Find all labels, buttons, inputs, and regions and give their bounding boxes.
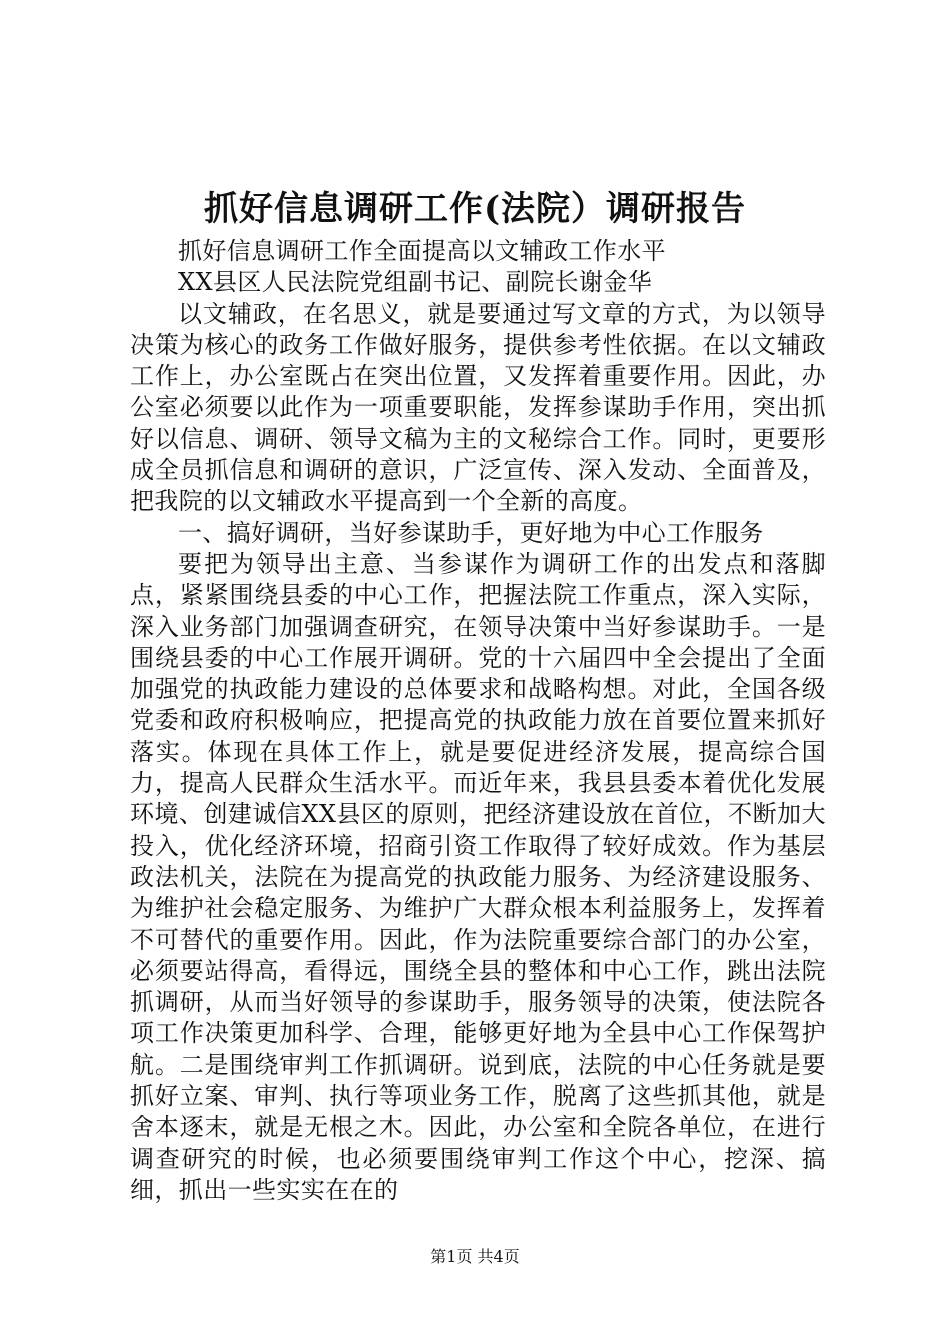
author-paragraph: XX县区人民法院党组副书记、副院长谢金华: [178, 268, 653, 297]
subtitle-paragraph: 抓好信息调研工作全面提高以文辅政工作水平: [178, 237, 666, 265]
body-paragraph: 以文辅政，在名思义，就是要通过写文章的方式，为以领导决策为核心的政务工作做好服务，提供参考性依据。在以文辅政工作上，办公室既占在突出位置，又发挥着重要作用。因此，办公室必须要以此作为一项重要职能，发挥参谋助手作用，突出抓好以信息、调研、领导文稿为主的文秘综合工作。同时，更要形成全员抓信息和调研的意识，广泛宣传、深入发动、全面普及，把我院的以文辅政水平提高到一个全新的高度。: [130, 299, 826, 516]
section-heading: 一、搞好调研，当好参谋助手，更好地为中心工作服务: [178, 518, 764, 547]
body-paragraph: 要把为领导出主意、当参谋作为调研工作的出发点和落脚点，紧紧围绕县委的中心工作，把握法院工作重点，深入实际，深入业务部门加强调查研究，在领导决策中当好参谋助手。一是围绕县委的中心工作展开调研。党的十六届四中全会提出了全面加强党的执政能力建设的总体要求和战略构想。对此，全国各级党委和政府积极响应，把提高党的执政能力放在首要位置来抓好落实。体现在具体工作上，就是要促进经济发展，提高综合国力，提高人民群众生活水平。而近年来，我县县委本着优化发展环境、创建诚信XX县区的原则，把经济建设放在首位，不断加大投入，优化经济环境，招商引资工作取得了较好成效。作为基层政法机关，法院在为提高党的执政能力服务、为经济建设服务、为维护社会稳定服务、为维护广大群众根本利益服务上，发挥着不可替代的重要作用。因此，作为法院重要综合部门的办公室，必须要站得高，看得远，围绕全县的整体和中心工作，跳出法院抓调研，从而当好领导的参谋助手，服务领导的决策，使法院各项工作决策更加科学、合理，能够更好地为全县中心工作保驾护航。二是围绕审判工作抓调研。说到底，法院的中心任务就是要抓好立案、审判、执行等项业务工作，脱离了这些抓其他，就是舍本逐末，就是无根之木。因此，办公室和全院各单位，在进行调查研究的时候，也必须要围绕审判工作这个中心，挖深、搞细，抓出一些实实在在的: [130, 549, 826, 1204]
page-number-footer: 第1页 共4页: [430, 1247, 520, 1266]
document-body: [130, 236, 826, 1206]
document-title: 抓好信息调研工作(法院）调研报告: [203, 189, 747, 229]
